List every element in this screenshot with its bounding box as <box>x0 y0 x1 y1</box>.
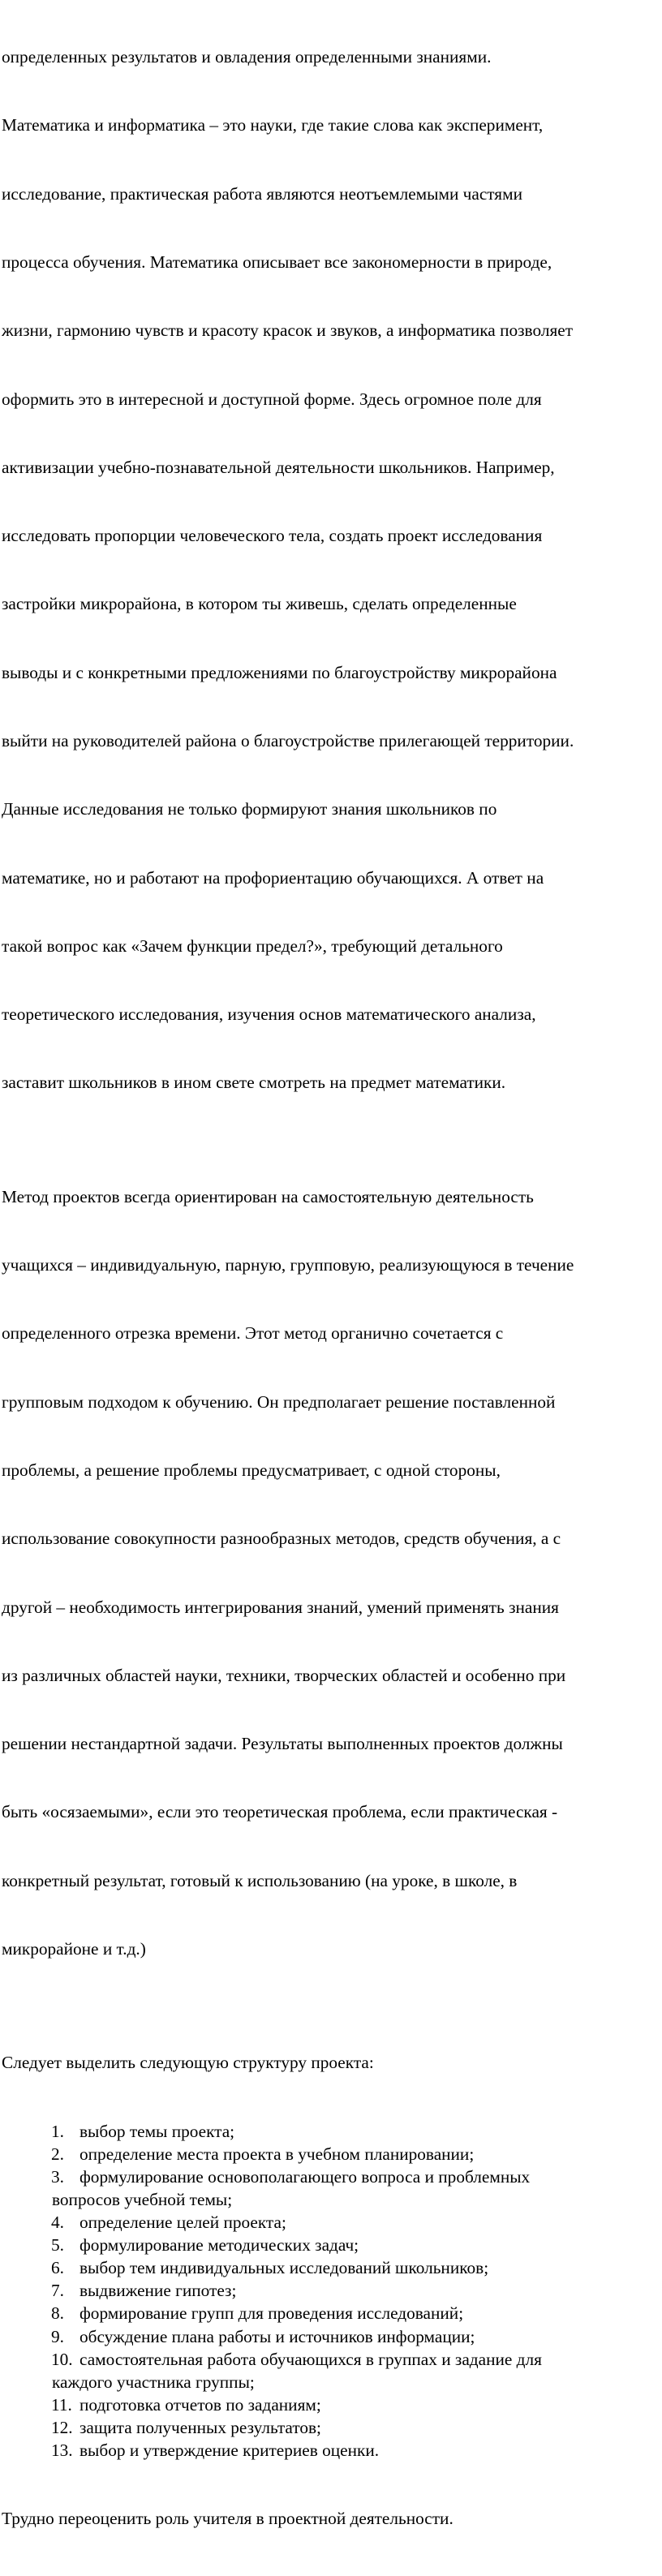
text-line: такой вопрос как «Зачем функции предел?», требующий детального <box>2 935 503 956</box>
list-item-number: 13. <box>51 2441 73 2461</box>
text-line: групповым подходом к обучению. Он предполагает решение поставленной <box>2 1391 556 1412</box>
text-line: учащихся – индивидуальную, парную, групповую, реализующуюся в течение <box>2 1255 574 1275</box>
text-line: Метод проектов всегда ориентирован на самостоятельную деятельность <box>2 1186 534 1206</box>
text-line: конкретный результат, готовый к использованию (на уроке, в школе, в <box>2 1870 518 1890</box>
list-item-text: вопросов учебной темы; <box>52 2190 233 2209</box>
list-item <box>2 2165 662 2188</box>
paragraph-math-informatics <box>2 0 662 1140</box>
list-item <box>2 2120 662 2143</box>
text-line: математике, но и работают на профориентацию обучающихся. А ответ на <box>2 867 544 888</box>
list-item <box>2 2211 662 2234</box>
text-line: быть «осязаемыми», если это теоретическая проблема, если практическая - <box>2 1802 558 1822</box>
list-item-continuation <box>2 2188 662 2211</box>
list-item-text: определение целей проекта; <box>80 2213 286 2233</box>
list-item-text: обсуждение плана работы и источников информации; <box>80 2326 475 2346</box>
list-item-number: 8. <box>51 2303 64 2324</box>
text-line: другой – необходимость интегрирования знаний, умений применять знания <box>2 1597 559 1617</box>
paragraph-project-method <box>2 1140 662 2006</box>
text-line: Данные исследования не только формируют знания школьников по <box>2 799 497 819</box>
text-line: теоретического исследования, изучения основ математического анализа, <box>2 1004 536 1025</box>
list-item <box>2 2439 662 2462</box>
list-item-number: 5. <box>51 2235 64 2256</box>
text-line: жизни, гармонию чувств и красоту красок и звуков, а информатика позволяет <box>2 320 574 341</box>
list-item-text: выбор и утверждение критериев оценки. <box>80 2441 380 2461</box>
list-item-number: 4. <box>51 2213 64 2233</box>
list-item <box>2 2348 662 2371</box>
list-item <box>2 2143 662 2165</box>
list-item-text: подготовка отчетов по заданиям; <box>80 2394 321 2415</box>
list-item-number: 3. <box>51 2166 64 2187</box>
list-item-number: 7. <box>51 2281 64 2301</box>
list-item-text: защита полученных результатов; <box>80 2417 321 2437</box>
text-line: определенного отрезка времени. Этот метод органично сочетается с <box>2 1323 504 1344</box>
list-item <box>2 2325 662 2348</box>
list-item-text: каждого участника группы; <box>52 2372 255 2392</box>
text-line: использование совокупности разнообразных методов, средств обучения, а с <box>2 1529 561 1549</box>
list-item-text: выбор темы проекта; <box>80 2121 235 2141</box>
list-item-number: 1. <box>51 2121 64 2141</box>
list-item-text: формирование групп для проведения исследований; <box>80 2303 464 2324</box>
list-item-number: 12. <box>51 2417 73 2437</box>
list-item-text: определение места проекта в учебном планировании; <box>80 2144 475 2164</box>
list-item-number: 6. <box>51 2258 64 2278</box>
text-line: выйти на руководителей района о благоустройстве прилегающей территории. <box>2 731 574 750</box>
text-line: решении нестандартной задачи. Результаты выполненных проектов должны <box>2 1734 563 1754</box>
list-item <box>2 2279 662 2302</box>
list-item <box>2 2393 662 2416</box>
text-line: из различных областей науки, техники, творческих областей и особенно при <box>2 1665 566 1685</box>
project-structure-list <box>2 2120 662 2462</box>
list-item-number: 9. <box>51 2326 64 2346</box>
text-line: определенных результатов и овладения определенными знаниями. <box>2 47 492 67</box>
list-item-continuation <box>2 2371 662 2393</box>
text-line: оформить это в интересной и доступной форме. Здесь огромное поле для <box>2 389 542 409</box>
list-item-number: 10. <box>51 2349 73 2369</box>
text-line: Трудно переоценить роль учителя в проектной деятельности. <box>2 2509 454 2529</box>
list-item-number: 2. <box>51 2144 64 2164</box>
list-item-text: выдвижение гипотез; <box>80 2281 237 2301</box>
list-item <box>2 2302 662 2324</box>
text-line: застройки микрорайона, в котором ты живешь, сделать определенные <box>2 594 517 614</box>
text-line: исследование, практическая работа являются неотъемлемыми частями <box>2 183 522 204</box>
text-line: процесса обучения. Математика описывает все закономерности в природе, <box>2 252 552 273</box>
list-item-text: формулирование методических задач; <box>80 2235 359 2256</box>
text-line: проблемы, а решение проблемы предусматривает, с одной стороны, <box>2 1460 501 1480</box>
text-line: активизации учебно-познавательной деятельности школьников. Например, <box>2 457 555 477</box>
paragraph-teacher-role <box>2 2462 662 2575</box>
text-line: заставит школьников в ином свете смотреть на предмет математики. <box>2 1073 506 1093</box>
list-item-text: самостоятельная работа обучающихся в группах и задание для <box>80 2349 542 2369</box>
list-item-text: формулирование основополагающего вопроса и проблемных <box>80 2166 531 2187</box>
paragraph-structure-intro <box>2 2006 662 2119</box>
list-item <box>2 2234 662 2256</box>
text-line: Математика и информатика – это науки, где такие слова как эксперимент, <box>2 115 544 135</box>
list-item <box>2 2256 662 2279</box>
text-line: микрорайоне и т.д.) <box>2 1938 146 1959</box>
list-item-text: выбор тем индивидуальных исследований школьников; <box>80 2258 489 2278</box>
text-line: Следует выделить следующую структуру проекта: <box>2 2053 374 2073</box>
text-line: исследовать пропорции человеческого тела, создать проект исследования <box>2 526 543 546</box>
list-item-number: 11. <box>51 2394 72 2415</box>
text-line: выводы и с конкретными предложениями по благоустройству микрорайона <box>2 662 557 682</box>
list-item <box>2 2416 662 2439</box>
